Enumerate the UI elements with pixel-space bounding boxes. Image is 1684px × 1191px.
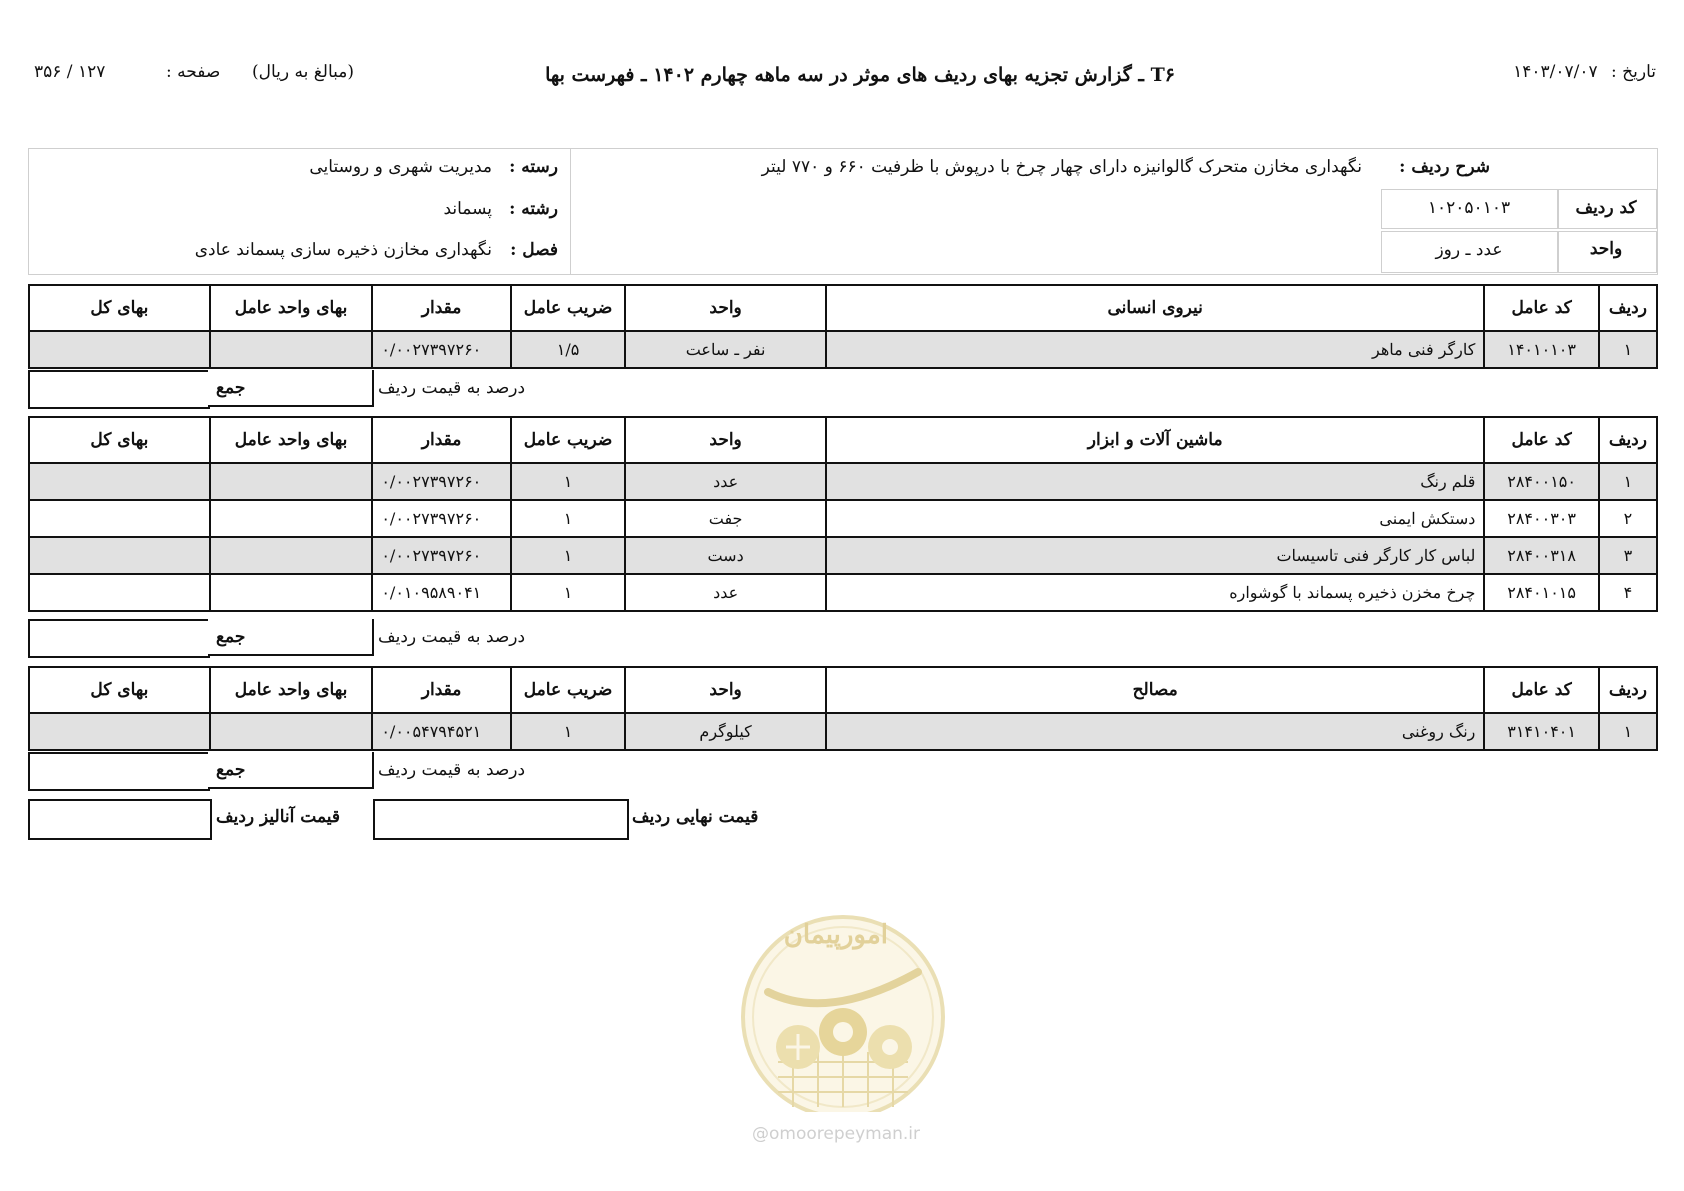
factor-unit: نفر ـ ساعت xyxy=(625,331,826,368)
item-code-label: کد ردیف xyxy=(1575,198,1637,218)
col-code-header: کد عامل xyxy=(1484,417,1598,463)
category-value: مدیریت شهری و روستایی xyxy=(309,157,492,177)
factor-total xyxy=(29,713,210,750)
col-total-header: بهای کل xyxy=(29,417,210,463)
factor-code: ۲۸۴۰۰۱۵۰ xyxy=(1484,463,1598,500)
page-label: صفحه : xyxy=(166,62,221,82)
field-label: رشته : xyxy=(509,199,558,219)
analysis-price-label: قیمت آنالیز ردیف xyxy=(216,807,341,827)
col-row-header: ردیف xyxy=(1599,417,1657,463)
factor-unit-price xyxy=(210,713,373,750)
factor-unit-price xyxy=(210,331,373,368)
factor-coef: ۱ xyxy=(511,463,625,500)
factor-unit: عدد xyxy=(625,574,826,611)
col-total-header: بهای کل xyxy=(29,285,210,331)
factor-code: ۳۱۴۱۰۴۰۱ xyxy=(1484,713,1598,750)
section-title: ماشین آلات و ابزار xyxy=(826,417,1484,463)
factor-name: چرخ مخزن ذخیره پسماند با گوشواره xyxy=(826,574,1484,611)
col-code-header: کد عامل xyxy=(1484,667,1598,713)
factor-name: دستکش ایمنی xyxy=(826,500,1484,537)
machinery-percent-label: درصد به قیمت ردیف xyxy=(378,627,526,647)
labor-table xyxy=(28,284,1658,369)
table-header-row xyxy=(29,285,1657,331)
item-code: ۱۰۲۰۵۰۱۰۳ xyxy=(1427,198,1511,218)
materials-sum-box xyxy=(28,752,210,791)
factor-total xyxy=(29,574,210,611)
date-value: ۱۴۰۳/۰۷/۰۷ xyxy=(1513,62,1598,82)
factor-total xyxy=(29,537,210,574)
factor-qty: ۰/۰۰۲۷۳۹۷۲۶۰ xyxy=(372,463,511,500)
table-row xyxy=(29,713,1657,750)
factor-unit-price xyxy=(210,537,373,574)
col-qty-header: مقدار xyxy=(372,285,511,331)
col-unit-header: واحد xyxy=(625,285,826,331)
page-number: ۱۲۷ / ۳۵۶ xyxy=(34,62,106,82)
labor-sum-label: جمع xyxy=(216,378,246,398)
col-unit-header: واحد xyxy=(625,417,826,463)
col-unit-header: واحد xyxy=(625,667,826,713)
table-row xyxy=(29,537,1657,574)
field-value: پسماند xyxy=(443,199,492,219)
row-number: ۱ xyxy=(1599,463,1657,500)
factor-coef: ۱ xyxy=(511,537,625,574)
chapter-label: فصل : xyxy=(510,240,558,260)
info-divider xyxy=(570,148,571,274)
watermark-site: @omoorepeyman.ir xyxy=(752,1124,921,1144)
factor-unit-price xyxy=(210,500,373,537)
watermark-logo-text: امورپیمان xyxy=(783,920,888,950)
factor-unit: جفت xyxy=(625,500,826,537)
factor-unit-price xyxy=(210,463,373,500)
final-price-box xyxy=(373,799,629,840)
row-number: ۱ xyxy=(1599,331,1657,368)
factor-total xyxy=(29,331,210,368)
factor-total xyxy=(29,463,210,500)
col-qty-header: مقدار xyxy=(372,667,511,713)
item-description: نگهداری مخازن متحرک گالوانیزه دارای چهار چرخ با درپوش با ظرفیت ۶۶۰ و ۷۷۰ لیتر xyxy=(761,157,1362,177)
col-qty-header: مقدار xyxy=(372,417,511,463)
factor-qty: ۰/۰۰۵۴۷۹۴۵۲۱ xyxy=(372,713,511,750)
row-number: ۱ xyxy=(1599,713,1657,750)
date-label: تاریخ : xyxy=(1611,62,1656,82)
factor-unit: دست xyxy=(625,537,826,574)
item-unit-label: واحد xyxy=(1589,239,1623,259)
col-unit-price-header: بهای واحد عامل xyxy=(210,417,373,463)
factor-qty: ۰/۰۰۲۷۳۹۷۲۶۰ xyxy=(372,537,511,574)
col-row-header: ردیف xyxy=(1599,285,1657,331)
materials-sum-label: جمع xyxy=(216,760,246,780)
factor-code: ۲۸۴۰۱۰۱۵ xyxy=(1484,574,1598,611)
col-coef-header: ضریب عامل xyxy=(511,417,625,463)
labor-percent-label: درصد به قیمت ردیف xyxy=(378,378,526,398)
factor-coef: ۱ xyxy=(511,574,625,611)
table-row xyxy=(29,574,1657,611)
factor-qty: ۰/۰۱۰۹۵۸۹۰۴۱ xyxy=(372,574,511,611)
factor-qty: ۰/۰۰۲۷۳۹۷۲۶۰ xyxy=(372,500,511,537)
factor-coef: ۱/۵ xyxy=(511,331,625,368)
row-number: ۴ xyxy=(1599,574,1657,611)
factor-unit-price xyxy=(210,574,373,611)
table-header-row xyxy=(29,417,1657,463)
materials-table xyxy=(28,666,1658,751)
factor-code: ۲۸۴۰۰۳۱۸ xyxy=(1484,537,1598,574)
item-description-label: شرح ردیف : xyxy=(1399,157,1490,177)
machinery-sum-label: جمع xyxy=(216,627,246,647)
table-row xyxy=(29,463,1657,500)
row-number: ۳ xyxy=(1599,537,1657,574)
table-row xyxy=(29,500,1657,537)
currency-note: (مبالغ به ریال) xyxy=(252,62,355,82)
col-code-header: کد عامل xyxy=(1484,285,1598,331)
machinery-sum-box xyxy=(28,619,210,658)
report-title: T۶ ـ گزارش تجزیه بهای ردیف های موثر در سه ماهه چهارم ۱۴۰۲ ـ فهرست بها xyxy=(545,64,1175,86)
labor-sum-box xyxy=(28,370,210,409)
col-unit-price-header: بهای واحد عامل xyxy=(210,667,373,713)
chapter-value: نگهداری مخازن ذخیره سازی پسماند عادی xyxy=(194,240,492,260)
final-price-label: قیمت نهایی ردیف xyxy=(632,807,759,827)
factor-coef: ۱ xyxy=(511,500,625,537)
col-unit-price-header: بهای واحد عامل xyxy=(210,285,373,331)
materials-percent-label: درصد به قیمت ردیف xyxy=(378,760,526,780)
factor-name: کارگر فنی ماهر xyxy=(826,331,1484,368)
factor-name: رنگ روغنی xyxy=(826,713,1484,750)
col-total-header: بهای کل xyxy=(29,667,210,713)
factor-code: ۲۸۴۰۰۳۰۳ xyxy=(1484,500,1598,537)
item-unit: عدد ـ روز xyxy=(1435,240,1503,260)
factor-qty: ۰/۰۰۲۷۳۹۷۲۶۰ xyxy=(372,331,511,368)
machinery-table xyxy=(28,416,1658,612)
section-title: مصالح xyxy=(826,667,1484,713)
factor-total xyxy=(29,500,210,537)
factor-code: ۱۴۰۱۰۱۰۳ xyxy=(1484,331,1598,368)
section-title: نیروی انسانی xyxy=(826,285,1484,331)
category-label: رسته : xyxy=(509,157,558,177)
col-coef-header: ضریب عامل xyxy=(511,667,625,713)
factor-name: قلم رنگ xyxy=(826,463,1484,500)
factor-unit: عدد xyxy=(625,463,826,500)
factor-unit: کیلوگرم xyxy=(625,713,826,750)
col-row-header: ردیف xyxy=(1599,667,1657,713)
report-date xyxy=(1513,62,1656,82)
row-number: ۲ xyxy=(1599,500,1657,537)
col-coef-header: ضریب عامل xyxy=(511,285,625,331)
factor-coef: ۱ xyxy=(511,713,625,750)
table-row xyxy=(29,331,1657,368)
factor-name: لباس کار کارگر فنی تاسیسات xyxy=(826,537,1484,574)
analysis-price-box xyxy=(28,799,212,840)
watermark-logo xyxy=(738,912,958,1142)
table-header-row xyxy=(29,667,1657,713)
